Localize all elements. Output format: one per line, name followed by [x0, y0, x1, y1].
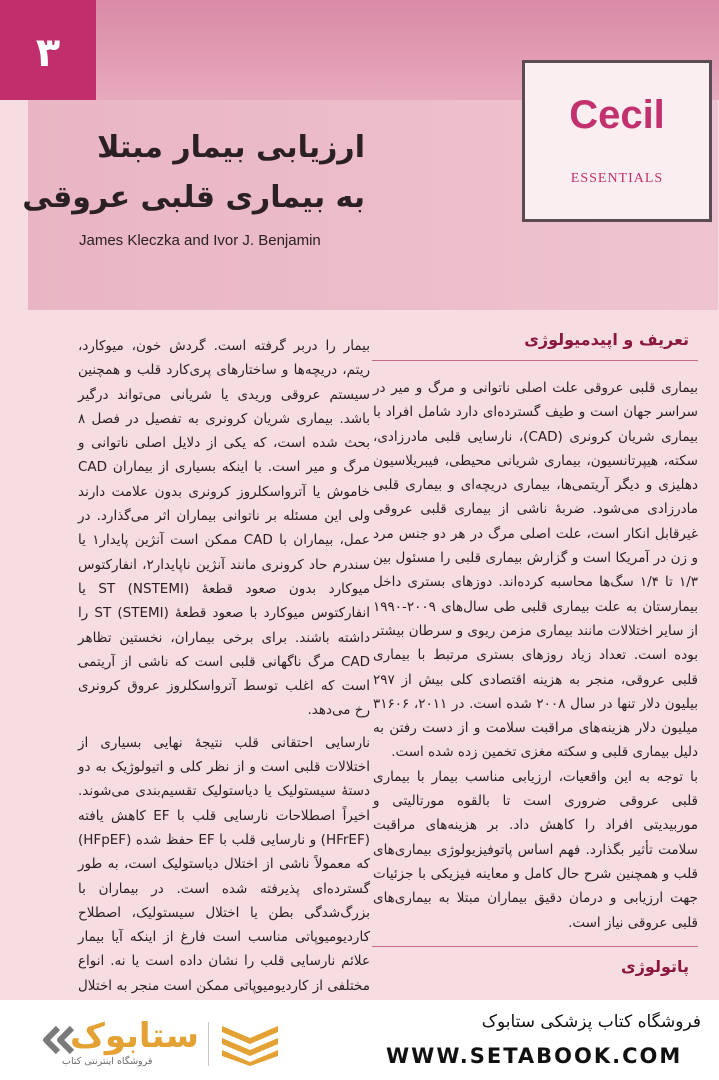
- logo-tagline: فروشگاه اینترنتی کتاب: [62, 1056, 153, 1067]
- logo-divider: [208, 1022, 209, 1066]
- brand-subtitle: ESSENTIALS: [570, 171, 664, 186]
- left-column: [78, 334, 370, 1000]
- paragraph: نارسایی احتقانی قلب نتیجهٔ نهایی بسیاری از اختلالات قلبی است و از نظر کلی و اتیولوژیک به دو دستهٔ سیستولیک یا دیاستولیک تقسیم‌بندی می‌شوند. اخیراً اصطلاحات نارسایی قلب با EF کاهش یافته (HFrEF) و نارسایی قلب با EF حفظ شده (HFpEF) که معمولاً ناشی از اختلال دیاستولیک است، به طور گسترده‌ای پذیرفته شده است. در بیماران با بزرگ‌شدگی بطن یا اختلال سیستولیک، اصطلاح کاردیومیوپاتی مناسب است فارغ از اینکه آیا بیمار علائم نارسایی قلب را نشان داده است یا نه. انواع مختلفی از کاردیومیوپاتی ممکن است منجر به اختلال: [78, 734, 370, 994]
- section-heading-epidemiology: تعریف و اپیدمیولوژی: [524, 330, 689, 349]
- section-rule: [372, 360, 698, 361]
- logo-wordmark: ستابوک: [70, 1016, 199, 1056]
- brand-box: [522, 60, 712, 222]
- store-logo[interactable]: [36, 1016, 286, 1068]
- chapter-title-line-1: ارزیابی بیمار مبتلا: [97, 130, 365, 165]
- paragraph: با توجه به این واقعیات، ارزیابی مناسب بیمار با بیماری قلبی عروقی ضروری است تا بالقوه مورتالیتی و موربیدیتی افراد را کاهش داد. بر هزینه‌های مراقبت سلامت تأثیر بگذارد. فهم اساس پاتوفیزیولوژی بیماری‌های قلب و همچنین شرح حال کامل و معاینه فیزیکی با جزئیات جهت ارزیابی و درمان دقیق بیماران مبتلا به بیماری‌های قلبی عروقی نیاز است.: [373, 768, 698, 931]
- store-footer: [0, 1000, 719, 1080]
- paragraph: بیمار را دربر گرفته است. گردش خون، میوکارد، ریتم، دریچه‌ها و ساختارهای پری‌کارد قلب و همچنین سیستم عروقی وریدی یا شریانی می‌تواند درگیر باشد. بیماری شریان کرونری به تفصیل در فصل ۸ بحث شده است، که یکی از دلایل اصلی ناتوانی و مرگ و میر است. با اینکه بسیاری از بیماران CAD خاموش یا آترواسکلروز کرونری بدون علامت دارند ولی این مسئله بر ناتوانی بیماران اثر می‌گذارد. در عمل، بیماران با CAD ممکن است آنژین پایدار۱ یا سندرم حاد کرونری مانند آنژین ناپایدار۲، انفارکتوس میوکارد بدون صعود قطعهٔ ST (NSTEMI) یا انفارکتوس میوکارد با صعود قطعهٔ ST (STEMI) را داشته باشند. برای برخی بیماران، نخستین تظاهر CAD مرگ ناگهانی قلبی است که ناشی از آریتمی است که اغلب توسط آترواسکلروز عروق کرونری رخ می‌دهد.: [78, 338, 370, 719]
- brand-name: Cecil: [569, 93, 665, 137]
- chapter-title-line-2: به بیماری قلبی عروقی: [22, 180, 365, 215]
- paragraph: بیماری قلبی عروقی علت اصلی ناتوانی و مرگ و میر در سراسر جهان است و طیف گسترده‌ای دارد شامل افراد با بیماری شریان کرونری (CAD)، نارسایی قلبی مادرزادی، سکته، هیپرتانسیون، بیماری شریانی محیطی، فیبریلاسیون دهلیزی و دیگر آریتمی‌ها، بیماری دریچه‌ای و بیماری قلبی مادرزادی می‌شود. ضربهٔ ناشی از بیماری قلبی عروقی غیرقابل انکار است، علت اصلی مرگ در هر دو جنس مرد و زن در آمریکا است و گزارش بیماری قلبی را مسئول بین ۱/۳ تا ۱/۴ سگ‌ها محاسبه کرده‌اند. دوزهای بستری داخل بیمارستان به علت بیماری قلبی طی سال‌های ۲۰۰۹-۱۹۹۰ از سایر اختلالات مانند بیماری مزمن ریوی و سرطان بیشتر بوده است. تعداد زیاد روزهای بستری مرتبط با بیماری قلبی عروقی، منجر به هزینه اقتصادی کلی بیش از ۲۹۷ بیلیون دلار تنها در سال ۲۰۰۸ شده است. در ۲۰۱۱، ۳۱۶۰۶ میلیون دلار هزینه‌های مراقبت سلامت و از دست رفتن به دلیل بیماری قلبی و سکته مغزی تخمین زده شده است.: [373, 380, 699, 761]
- authors: James Kleczka and Ivor J. Benjamin: [79, 232, 321, 249]
- section-rule: [372, 946, 698, 947]
- chapter-number: ۳: [35, 30, 61, 76]
- right-column: [373, 376, 698, 935]
- store-name: فروشگاه کتاب پزشکی ستابوک: [481, 1012, 701, 1032]
- chapter-box: [0, 0, 96, 100]
- section-heading-pathology: پاتولوژی: [621, 957, 689, 976]
- store-url-link[interactable]: WWW.SETABOOK.COM: [386, 1044, 683, 1068]
- book-stack-icon: [218, 1018, 282, 1066]
